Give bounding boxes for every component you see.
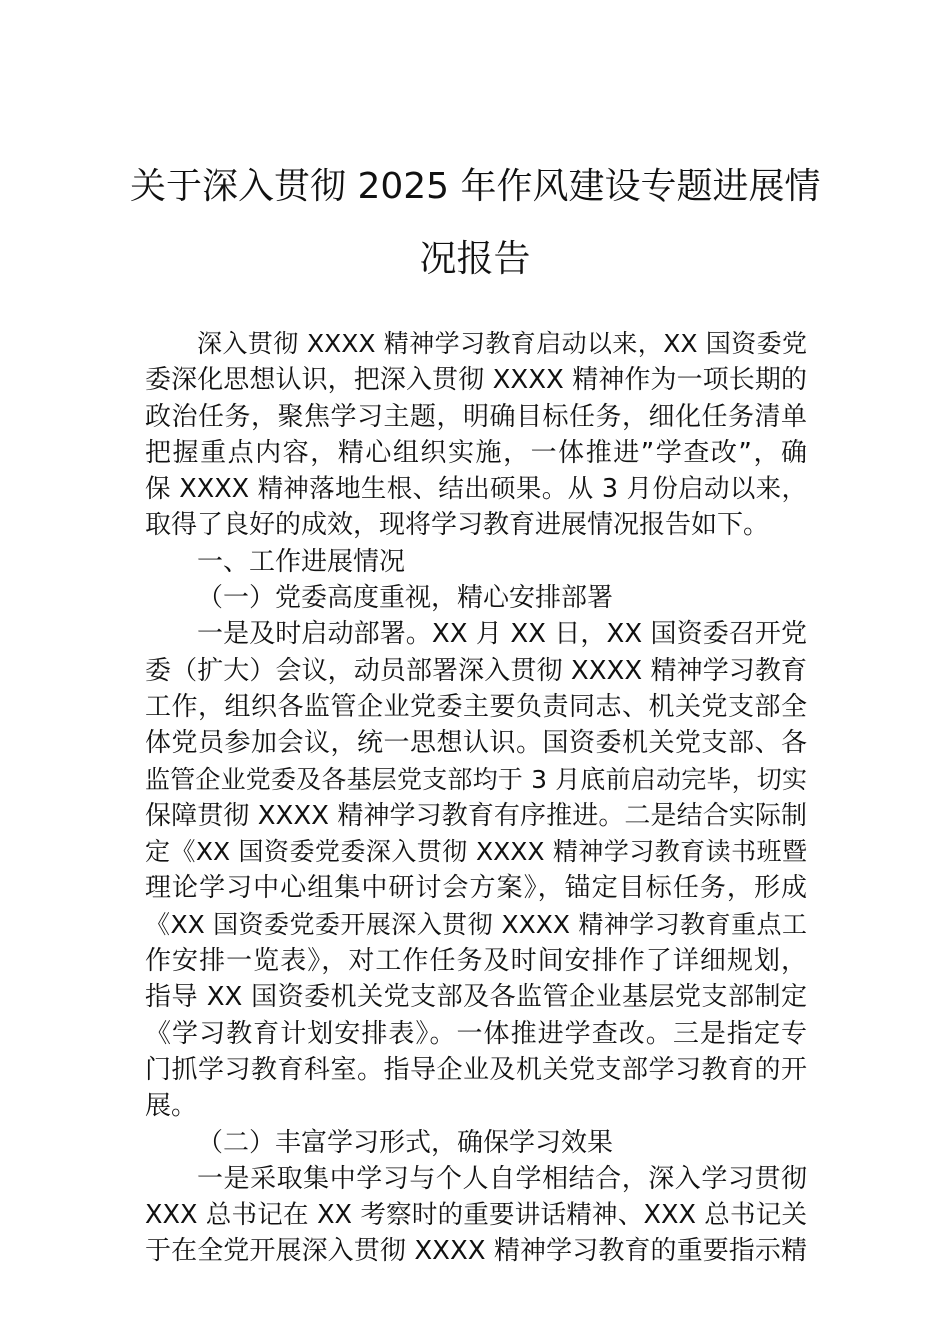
body-text-line: 指导 XX 国资委机关党支部及各监管企业基层党支部制定: [145, 982, 807, 1013]
body-text-line: 一是及时启动部署。XX 月 XX 日，XX 国资委召开党: [197, 619, 807, 650]
body-text-line: 委（扩大）会议，动员部署深入贯彻 XXXX 精神学习教育: [145, 655, 807, 686]
body-text-line: 保 XXXX 精神落地生根、结出硕果。从 3 月份启动以来，: [145, 474, 807, 505]
body-text-line: 一是采取集中学习与个人自学相结合，深入学习贯彻: [197, 1163, 807, 1194]
body-text-line: XXX 总书记在 XX 考察时的重要讲话精神、XXX 总书记关: [145, 1200, 807, 1231]
body-text-line: 保障贯彻 XXXX 精神学习教育有序推进。二是结合实际制: [145, 800, 807, 831]
body-text-line: 把握重点内容，精心组织实施，一体推进”学查改”，确: [145, 437, 807, 468]
body-text-line: 定《XX 国资委党委深入贯彻 XXXX 精神学习教育读书班暨: [145, 837, 807, 867]
body-text-line: 一、工作进展情况: [197, 546, 406, 577]
body-text-line: 工作，组织各监管企业党委主要负责同志、机关党支部全: [145, 691, 807, 722]
body-text-line: （一）党委高度重视，精心安排部署: [197, 583, 614, 614]
body-text-line: （二）丰富学习形式，确保学习效果: [197, 1127, 614, 1158]
document-title-line-1: 关于深入贯彻 2025 年作风建设专题进展情: [130, 166, 821, 207]
body-text-line: 《学习教育计划安排表》。一体推进学查改。三是指定专: [145, 1018, 807, 1049]
document-title-line-2: 况报告: [419, 237, 531, 280]
body-text-line: 体党员参加会议，统一思想认识。国资委机关党支部、各: [145, 728, 807, 759]
body-text-line: 门抓学习教育科室。指导企业及机关党支部学习教育的开: [145, 1054, 807, 1085]
body-text-line: 监管企业党委及各基层党支部均于 3 月底前启动完毕，切实: [145, 764, 807, 794]
document-body: [145, 326, 807, 1270]
body-text-line: 深入贯彻 XXXX 精神学习教育启动以来，XX 国资委党: [197, 329, 807, 358]
body-text-line: 政治任务，聚焦学习主题，明确目标任务，细化任务清单: [145, 401, 807, 432]
body-text-line: 取得了良好的成效，现将学习教育进展情况报告如下。: [145, 510, 770, 541]
body-text-line: 于在全党开展深入贯彻 XXXX 精神学习教育的重要指示精: [145, 1236, 807, 1267]
body-text-line: 作安排一览表》，对工作任务及时间安排作了详细规划，: [145, 946, 807, 977]
body-text-line: 展。: [145, 1091, 198, 1122]
body-text-line: 委深化思想认识，把深入贯彻 XXXX 精神作为一项长期的: [145, 365, 807, 396]
body-text-line: 理论学习中心组集中研讨会方案》，锚定目标任务，形成: [145, 873, 807, 904]
body-text-line: 《XX 国资委党委开展深入贯彻 XXXX 精神学习教育重点工: [145, 909, 807, 939]
